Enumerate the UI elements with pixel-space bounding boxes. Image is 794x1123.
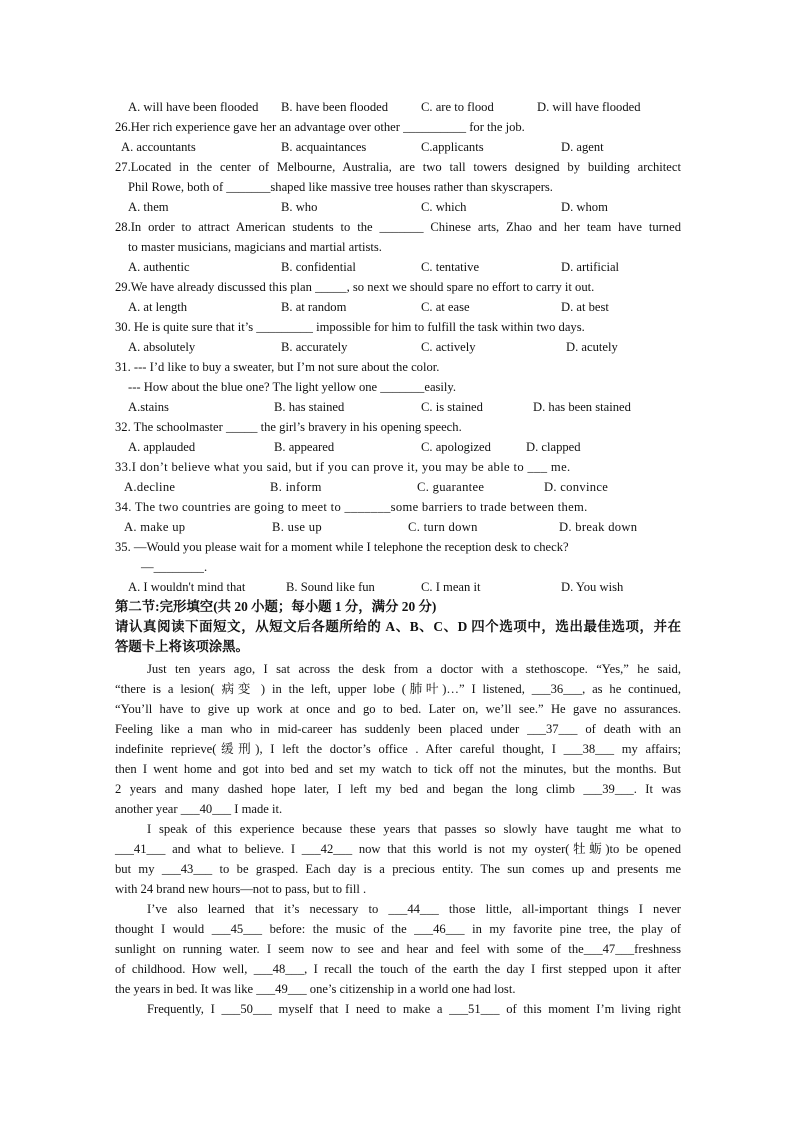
q33-option-a: A.decline xyxy=(124,480,176,494)
q25-option-a: A. will have been flooded xyxy=(128,100,259,114)
section-instruction-line1: 请认真阅读下面短文，从短文后各题所给的 A、B、C、D 四个选项中，选出最佳选项，并在 xyxy=(115,619,681,634)
q33-option-c: C. guarantee xyxy=(417,480,485,494)
passage-line: Frequently, I ___50___ myself that I need to make a ___51___ of this moment I’m living right xyxy=(147,1002,681,1016)
q30-option-d: D. acutely xyxy=(566,340,618,354)
passage-line: then I went home and got into bed and set my watch to tick off not the minutes, but the months. But xyxy=(115,762,681,776)
passage-line: but my ___43___ to be grasped. Each day is a precious entity. The sun comes up and presents me xyxy=(115,862,681,876)
q32-option-b: B. appeared xyxy=(274,440,335,454)
q35-stem-line2: —________. xyxy=(141,560,208,574)
passage-line: 2 years and many dashed hope later, I left my bed and began the long climb ___39___. It was xyxy=(115,782,681,796)
q33-option-d: D. convince xyxy=(544,480,609,494)
q30-stem: 30. He is quite sure that it’s _________ impossible for him to fulfill the task within two days. xyxy=(115,320,585,334)
passage-line: indefinite reprieve(缓刑), I left the doctor’s office . After careful thought, I ___38___ my affairs; xyxy=(115,742,681,756)
q32-option-c: C. apologized xyxy=(421,440,491,454)
passage-line: sunlight on running water. I seem now to see and hear and feel with some of the___47___freshness xyxy=(115,942,681,956)
q26-option-b: B. acquaintances xyxy=(281,140,367,154)
q32-option-d: D. clapped xyxy=(526,440,581,454)
q29-stem: 29.We have already discussed this plan _____, so next we should spare no effort to carry it out. xyxy=(115,280,595,294)
q28-stem-line2: to master musicians, magicians and martial artists. xyxy=(128,240,382,254)
q35-option-a: A. I wouldn't mind that xyxy=(128,580,246,594)
q30-option-c: C. actively xyxy=(421,340,476,354)
q32-option-a: A. applauded xyxy=(128,440,196,454)
passage-line: thought I would ___45___ before: the music of the ___46___ in my favorite pine tree, the play of xyxy=(115,922,681,936)
q28-option-b: B. confidential xyxy=(281,260,356,274)
passage-line: Just ten years ago, I sat across the desk from a doctor with a stethoscope. “Yes,” he said, xyxy=(147,662,681,676)
q31-option-d: D. has been stained xyxy=(533,400,631,414)
q27-option-c: C. which xyxy=(421,200,467,214)
q33-option-b: B. inform xyxy=(270,480,322,494)
q34-stem: 34. The two countries are going to meet to _______some barriers to trade between them. xyxy=(115,500,588,514)
passage-line: of childhood. How well, ___48___, I recall the touch of the earth the day I first stepped upon it after xyxy=(115,962,681,976)
section-title: 第二节:完形填空(共 20 小题；每小题 1 分，满分 20 分) xyxy=(115,599,437,614)
q29-option-c: C. at ease xyxy=(421,300,470,314)
q35-option-b: B. Sound like fun xyxy=(286,580,375,594)
section-instruction-line2: 答题卡上将该项涂黑。 xyxy=(115,639,249,654)
q31-option-c: C. is stained xyxy=(421,400,483,414)
q34-option-d: D. break down xyxy=(559,520,638,534)
q26-option-a: A. accountants xyxy=(121,140,196,154)
passage-line: I speak of this experience because these years that passes so slowly have taught me what to xyxy=(147,822,681,836)
passage-line: the years in bed. It was like ___49___ one’s citizenship in a world one had lost. xyxy=(115,982,516,996)
q34-option-a: A. make up xyxy=(124,520,186,534)
q28-option-c: C. tentative xyxy=(421,260,480,274)
q27-stem-line2: Phil Rowe, both of _______shaped like massive tree houses rather than skyscrapers. xyxy=(128,180,553,194)
q25-option-b: B. have been flooded xyxy=(281,100,389,114)
q26-stem: 26.Her rich experience gave her an advantage over other __________ for the job. xyxy=(115,120,525,134)
q25-option-d: D. will have flooded xyxy=(537,100,641,114)
q31-option-b: B. has stained xyxy=(274,400,345,414)
q31-option-a: A.stains xyxy=(128,400,169,414)
q28-stem-line1: 28.In order to attract American students to the _______ Chinese arts, Zhao and her team have turned xyxy=(115,220,681,234)
passage-line: another year ___40___ I made it. xyxy=(115,802,283,816)
q29-option-d: D. at best xyxy=(561,300,609,314)
q25-option-c: C. are to flood xyxy=(421,100,494,114)
q27-stem-line1: 27.Located in the center of Melbourne, Australia, are two tall towers designed by building architect xyxy=(115,160,681,174)
q28-option-d: D. artificial xyxy=(561,260,620,274)
q32-stem: 32. The schoolmaster _____ the girl’s bravery in his opening speech. xyxy=(115,420,462,434)
q35-option-c: C. I mean it xyxy=(421,580,481,594)
q26-option-d: D. agent xyxy=(561,140,604,154)
q27-option-a: A. them xyxy=(128,200,169,214)
q35-option-d: D. You wish xyxy=(561,580,624,594)
passage-line: Feeling like a man who in mid-career has suddenly been placed under ___37___ of death with an xyxy=(115,722,681,736)
q33-stem: 33.I don’t believe what you said, but if you can prove it, you may be able to ___ me. xyxy=(115,460,571,474)
q30-option-a: A. absolutely xyxy=(128,340,196,354)
q29-option-a: A. at length xyxy=(128,300,188,314)
q26-option-c: C.applicants xyxy=(421,140,484,154)
passage-line: I’ve also learned that it’s necessary to ___44___ those little, all-important things I never xyxy=(147,902,681,916)
passage-line: “there is a lesion( 病变 ) in the left, upper lobe (肺叶)…” I listened, ___36___, as he continued, xyxy=(115,682,681,696)
q29-option-b: B. at random xyxy=(281,300,347,314)
q27-option-d: D. whom xyxy=(561,200,608,214)
q34-option-b: B. use up xyxy=(272,520,322,534)
q31-stem-line2: --- How about the blue one? The light yellow one _______easily. xyxy=(128,380,457,394)
q35-stem-line1: 35. —Would you please wait for a moment while I telephone the reception desk to check? xyxy=(115,540,569,554)
passage-line: ___41___ and what to believe. I ___42___ now that this world is not my oyster(牡蛎)to be opened xyxy=(115,842,681,856)
q30-option-b: B. accurately xyxy=(281,340,348,354)
q34-option-c: C. turn down xyxy=(408,520,478,534)
q27-option-b: B. who xyxy=(281,200,318,214)
q28-option-a: A. authentic xyxy=(128,260,190,274)
passage-line: “You’ll have to give up work at once and go to bed. Later on, we’ll see.” He gave no assurances. xyxy=(115,702,681,716)
passage-line: with 24 brand new hours—not to pass, but to fill . xyxy=(115,882,367,896)
q31-stem-line1: 31. --- I’d like to buy a sweater, but I’m not sure about the color. xyxy=(115,360,440,374)
